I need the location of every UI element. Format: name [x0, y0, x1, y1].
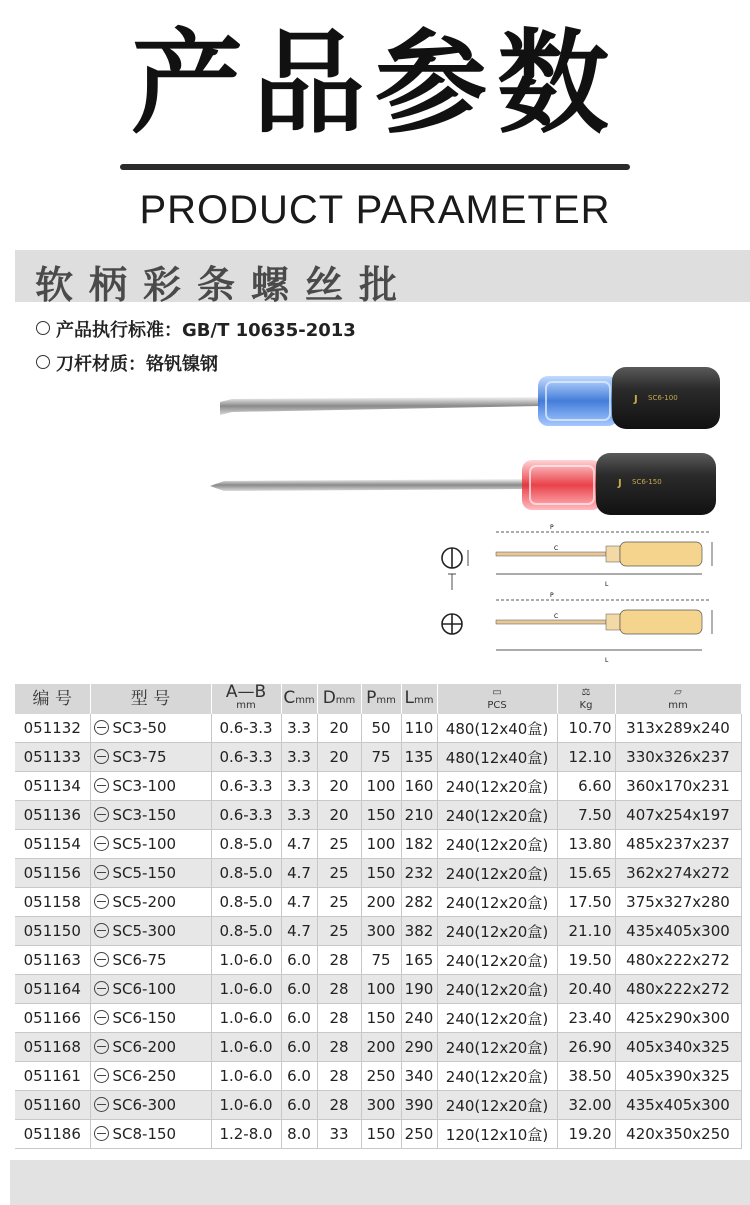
cell-d: 20	[317, 801, 361, 830]
cell-p: 50	[361, 714, 401, 743]
header-model: 型 号	[90, 684, 211, 714]
table-row	[15, 743, 741, 772]
header-ab: A—B mm	[211, 684, 281, 714]
slotted-tip-icon	[442, 548, 468, 590]
cell-ab: 1.0-6.0	[211, 975, 281, 1004]
cell-l: 190	[401, 975, 437, 1004]
slotted-symbol-icon	[94, 952, 109, 967]
cell-size: 435x405x300	[615, 1091, 741, 1120]
cell-p: 200	[361, 1033, 401, 1062]
cell-kg: 6.60	[557, 772, 615, 801]
page-subtitle: PRODUCT PARAMETER	[139, 188, 611, 232]
cell-ab: 0.6-3.3	[211, 714, 281, 743]
slotted-symbol-icon	[94, 807, 109, 822]
cell-size: 405x390x325	[615, 1062, 741, 1091]
cell-p: 150	[361, 859, 401, 888]
dimension-diagram	[430, 520, 730, 670]
cell-ab: 1.0-6.0	[211, 1033, 281, 1062]
cell-d: 33	[317, 1120, 361, 1149]
model-text: SC5-200	[112, 893, 177, 911]
cell-c: 6.0	[281, 1004, 317, 1033]
cell-d: 25	[317, 917, 361, 946]
table-row	[15, 714, 741, 743]
model-text: SC6-100	[112, 980, 177, 998]
cell-l: 210	[401, 801, 437, 830]
cell-d: 25	[317, 830, 361, 859]
handle-label: SC6-150	[632, 478, 662, 486]
cell-pcs: 240(12x20盒)	[437, 772, 557, 801]
cell-ab: 1.0-6.0	[211, 1091, 281, 1120]
cell-c: 3.3	[281, 801, 317, 830]
cell-c: 3.3	[281, 772, 317, 801]
cell-d: 28	[317, 946, 361, 975]
cell-code: 051132	[15, 714, 90, 743]
header-size: ▱ mm	[615, 684, 741, 714]
model-text: SC3-75	[112, 748, 167, 766]
cell-kg: 10.70	[557, 714, 615, 743]
svg-text:C: C	[554, 613, 559, 620]
model-text: SC6-250	[112, 1067, 177, 1085]
model-text: SC8-150	[112, 1125, 177, 1143]
model-text: SC6-200	[112, 1038, 177, 1056]
cell-kg: 32.00	[557, 1091, 615, 1120]
cell-model	[90, 917, 211, 946]
cell-size: 405x340x325	[615, 1033, 741, 1062]
cell-model	[90, 1120, 211, 1149]
table-header-row	[15, 684, 741, 714]
cell-ab: 0.8-5.0	[211, 917, 281, 946]
cell-pcs: 240(12x20盒)	[437, 917, 557, 946]
model-text: SC5-100	[112, 835, 177, 853]
model-text: SC3-100	[112, 777, 177, 795]
header-code: 编 号	[15, 684, 90, 714]
cell-code: 051166	[15, 1004, 90, 1033]
cell-ab: 1.0-6.0	[211, 946, 281, 975]
handle-label: SC6-100	[648, 394, 678, 402]
cell-d: 28	[317, 975, 361, 1004]
slotted-symbol-icon	[94, 981, 109, 996]
cell-c: 4.7	[281, 917, 317, 946]
table-row	[15, 1004, 741, 1033]
slotted-screwdriver-image	[0, 0, 750, 520]
table-row	[15, 1033, 741, 1062]
cell-pcs: 480(12x40盒)	[437, 743, 557, 772]
cell-size: 480x222x272	[615, 975, 741, 1004]
cell-code: 051133	[15, 743, 90, 772]
cell-code: 051154	[15, 830, 90, 859]
cell-d: 20	[317, 743, 361, 772]
cell-l: 390	[401, 1091, 437, 1120]
svg-text:L: L	[605, 581, 609, 588]
cell-c: 3.3	[281, 743, 317, 772]
cell-c: 8.0	[281, 1120, 317, 1149]
cell-kg: 17.50	[557, 888, 615, 917]
cell-p: 300	[361, 1091, 401, 1120]
cell-d: 25	[317, 859, 361, 888]
cell-model	[90, 1091, 211, 1120]
cell-pcs: 240(12x20盒)	[437, 1091, 557, 1120]
cell-pcs: 240(12x20盒)	[437, 859, 557, 888]
cell-pcs: 240(12x20盒)	[437, 830, 557, 859]
slotted-symbol-icon	[94, 923, 109, 938]
cell-pcs: 240(12x20盒)	[437, 801, 557, 830]
cell-l: 382	[401, 917, 437, 946]
cell-size: 420x350x250	[615, 1120, 741, 1149]
cell-kg: 26.90	[557, 1033, 615, 1062]
cell-d: 28	[317, 1004, 361, 1033]
table-row	[15, 830, 741, 859]
cell-size: 362x274x272	[615, 859, 741, 888]
page-title: 产品参数	[131, 19, 619, 149]
cell-kg: 20.40	[557, 975, 615, 1004]
table-row	[15, 859, 741, 888]
cell-ab: 0.8-5.0	[211, 888, 281, 917]
cell-kg: 13.80	[557, 830, 615, 859]
box-icon: ▭	[492, 687, 502, 698]
cell-d: 20	[317, 714, 361, 743]
cell-kg: 38.50	[557, 1062, 615, 1091]
cell-code: 051161	[15, 1062, 90, 1091]
cell-c: 6.0	[281, 1033, 317, 1062]
cell-ab: 0.8-5.0	[211, 830, 281, 859]
cell-code: 051134	[15, 772, 90, 801]
cell-p: 150	[361, 1004, 401, 1033]
cell-ab: 0.6-3.3	[211, 772, 281, 801]
table-row	[15, 1091, 741, 1120]
cell-model	[90, 714, 211, 743]
svg-text:P: P	[550, 592, 554, 599]
cell-pcs: 240(12x20盒)	[437, 1004, 557, 1033]
cell-kg: 7.50	[557, 801, 615, 830]
parameter-table	[15, 684, 742, 1149]
cell-pcs: 240(12x20盒)	[437, 975, 557, 1004]
cell-l: 232	[401, 859, 437, 888]
cell-code: 051136	[15, 801, 90, 830]
cell-p: 100	[361, 975, 401, 1004]
cell-c: 6.0	[281, 1091, 317, 1120]
spec-material-text: 刀杆材质：铬钒镍钢	[56, 354, 218, 375]
cell-model	[90, 1062, 211, 1091]
cell-d: 25	[317, 888, 361, 917]
cell-p: 150	[361, 801, 401, 830]
cell-d: 28	[317, 1062, 361, 1091]
table-row	[15, 772, 741, 801]
cell-pcs: 240(12x20盒)	[437, 1033, 557, 1062]
cell-ab: 1.0-6.0	[211, 1004, 281, 1033]
table-row	[15, 1120, 741, 1149]
model-text: SC3-50	[112, 719, 167, 737]
cell-l: 340	[401, 1062, 437, 1091]
cell-pcs: 120(12x10盒)	[437, 1120, 557, 1149]
cell-model	[90, 859, 211, 888]
header-l: Lmm	[401, 684, 437, 714]
cell-d: 28	[317, 1033, 361, 1062]
cell-p: 100	[361, 772, 401, 801]
cell-pcs: 480(12x40盒)	[437, 714, 557, 743]
cell-c: 3.3	[281, 714, 317, 743]
svg-text:L: L	[605, 657, 609, 664]
cell-pcs: 240(12x20盒)	[437, 1062, 557, 1091]
cell-c: 4.7	[281, 888, 317, 917]
cell-kg: 19.50	[557, 946, 615, 975]
cell-model	[90, 772, 211, 801]
svg-text:J: J	[618, 478, 622, 489]
cell-l: 160	[401, 772, 437, 801]
cell-l: 282	[401, 888, 437, 917]
model-text: SC6-300	[112, 1096, 177, 1114]
header-c: Cmm	[281, 684, 317, 714]
table-row	[15, 975, 741, 1004]
cell-d: 28	[317, 1091, 361, 1120]
cell-pcs: 240(12x20盒)	[437, 888, 557, 917]
cell-code: 051156	[15, 859, 90, 888]
cell-kg: 21.10	[557, 917, 615, 946]
cell-c: 6.0	[281, 975, 317, 1004]
spec-standard-text: 产品执行标准：GB/T 10635-2013	[56, 320, 356, 341]
cell-c: 4.7	[281, 859, 317, 888]
cell-code: 051163	[15, 946, 90, 975]
table-row	[15, 1062, 741, 1091]
footer-bar	[10, 1160, 750, 1205]
slotted-symbol-icon	[94, 894, 109, 909]
cell-kg: 12.10	[557, 743, 615, 772]
table-row	[15, 888, 741, 917]
svg-text:J: J	[634, 394, 638, 405]
model-text: SC5-150	[112, 864, 177, 882]
cell-kg: 15.65	[557, 859, 615, 888]
cell-p: 250	[361, 1062, 401, 1091]
cell-l: 250	[401, 1120, 437, 1149]
cell-size: 360x170x231	[615, 772, 741, 801]
slotted-symbol-icon	[94, 1126, 109, 1141]
cell-ab: 0.6-3.3	[211, 801, 281, 830]
slotted-symbol-icon	[94, 1068, 109, 1083]
cell-model	[90, 743, 211, 772]
slotted-symbol-icon	[94, 1010, 109, 1025]
table-row	[15, 801, 741, 830]
header-pcs: ▭ PCS	[437, 684, 557, 714]
header-p: Pmm	[361, 684, 401, 714]
product-name: 软柄彩条螺丝批	[35, 263, 414, 307]
cell-pcs: 240(12x20盒)	[437, 946, 557, 975]
model-text: SC5-300	[112, 922, 177, 940]
slotted-symbol-icon	[94, 1097, 109, 1112]
header-kg: ⚖ Kg	[557, 684, 615, 714]
cell-size: 485x237x237	[615, 830, 741, 859]
model-text: SC6-75	[112, 951, 167, 969]
cell-code: 051186	[15, 1120, 90, 1149]
model-text: SC3-150	[112, 806, 177, 824]
cell-c: 6.0	[281, 1062, 317, 1091]
cell-size: 313x289x240	[615, 714, 741, 743]
weight-icon: ⚖	[581, 687, 591, 698]
cell-model	[90, 946, 211, 975]
cell-model	[90, 1004, 211, 1033]
cell-l: 165	[401, 946, 437, 975]
slotted-symbol-icon	[94, 836, 109, 851]
slotted-symbol-icon	[94, 778, 109, 793]
slotted-symbol-icon	[94, 720, 109, 735]
table-row	[15, 917, 741, 946]
cell-size: 375x327x280	[615, 888, 741, 917]
svg-text:C: C	[554, 545, 559, 552]
slotted-symbol-icon	[94, 865, 109, 880]
cell-model	[90, 801, 211, 830]
table-row	[15, 946, 741, 975]
cell-model	[90, 830, 211, 859]
slotted-symbol-icon	[94, 749, 109, 764]
carton-icon: ▱	[674, 687, 682, 698]
cell-model	[90, 888, 211, 917]
cell-size: 435x405x300	[615, 917, 741, 946]
cell-size: 425x290x300	[615, 1004, 741, 1033]
cell-code: 051168	[15, 1033, 90, 1062]
cell-ab: 1.2-8.0	[211, 1120, 281, 1149]
cell-c: 6.0	[281, 946, 317, 975]
cell-ab: 0.8-5.0	[211, 859, 281, 888]
cell-model	[90, 1033, 211, 1062]
cell-ab: 1.0-6.0	[211, 1062, 281, 1091]
cell-code: 051164	[15, 975, 90, 1004]
cell-d: 20	[317, 772, 361, 801]
cell-size: 330x326x237	[615, 743, 741, 772]
cell-l: 290	[401, 1033, 437, 1062]
cell-l: 110	[401, 714, 437, 743]
cell-code: 051150	[15, 917, 90, 946]
cell-ab: 0.6-3.3	[211, 743, 281, 772]
cell-p: 75	[361, 743, 401, 772]
svg-text:P: P	[550, 524, 554, 531]
cell-p: 300	[361, 917, 401, 946]
cell-c: 4.7	[281, 830, 317, 859]
cell-l: 135	[401, 743, 437, 772]
cell-size: 480x222x272	[615, 946, 741, 975]
cell-kg: 23.40	[557, 1004, 615, 1033]
slotted-symbol-icon	[94, 1039, 109, 1054]
cell-code: 051160	[15, 1091, 90, 1120]
cell-p: 75	[361, 946, 401, 975]
cell-kg: 19.20	[557, 1120, 615, 1149]
cell-code: 051158	[15, 888, 90, 917]
cell-p: 100	[361, 830, 401, 859]
header-d: Dmm	[317, 684, 361, 714]
cell-l: 240	[401, 1004, 437, 1033]
model-text: SC6-150	[112, 1009, 177, 1027]
phillips-tip-icon	[442, 614, 462, 634]
cell-size: 407x254x197	[615, 801, 741, 830]
cell-model	[90, 975, 211, 1004]
cell-l: 182	[401, 830, 437, 859]
cell-p: 200	[361, 888, 401, 917]
cell-p: 150	[361, 1120, 401, 1149]
